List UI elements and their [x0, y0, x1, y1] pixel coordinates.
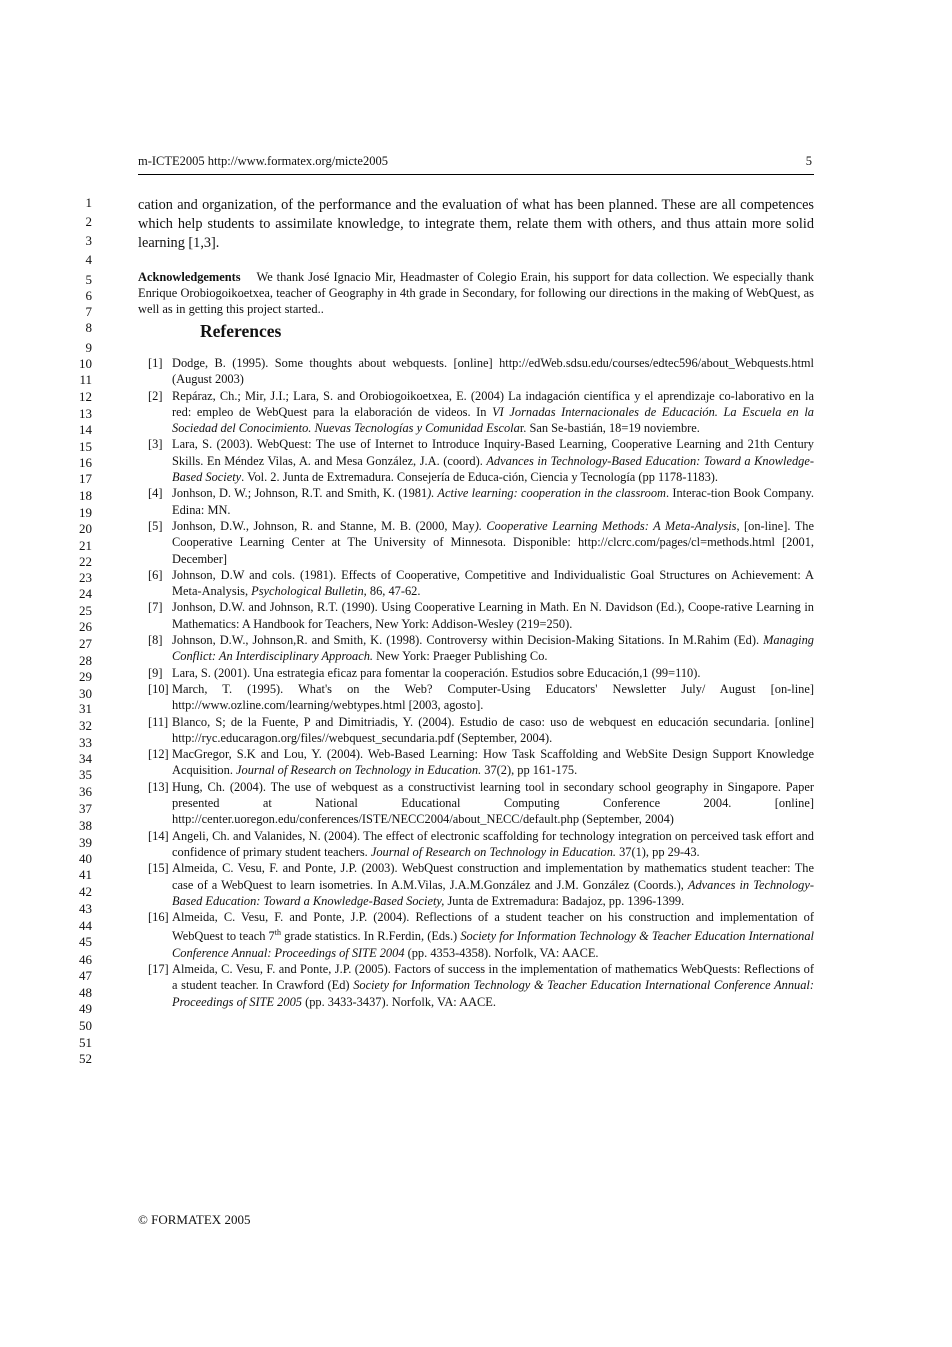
reference-number: [2] — [148, 388, 163, 403]
reference-number: [9] — [148, 665, 163, 680]
reference-number: [6] — [148, 567, 163, 582]
reference-text: . Vol. 2. Junta de Extremadura. Consejería de Educa-ción, Ciencia y Tecnología (pp 1178-1183). — [241, 470, 718, 485]
acknowledgements-heading: Acknowledgements — [138, 270, 241, 284]
reference-item — [148, 860, 814, 909]
line-number: 7 — [85, 304, 92, 319]
reference-text: New York: Praeger Publishing Co. — [372, 649, 548, 664]
line-number: 42 — [79, 884, 92, 899]
line-number: 29 — [79, 669, 92, 684]
reference-text: VI Jornadas Internacionales de Educación. La Escuela en la Sociedad del Conocimiento. Nuevas Tecnologías y Comunidad Escola — [172, 404, 814, 436]
line-number: 28 — [79, 653, 92, 668]
line-number: 44 — [79, 918, 92, 933]
line-number: 35 — [79, 767, 92, 782]
line-number: 38 — [79, 818, 92, 833]
reference-number: [17] — [148, 962, 169, 977]
reference-text: r. San Se-bastián, 18=19 noviembre. — [519, 421, 700, 436]
line-number: 40 — [79, 851, 92, 866]
line-number: 33 — [79, 735, 92, 750]
line-number: 32 — [79, 718, 92, 733]
reference-text: March, T. (1995). What's on the Web? Computer-Using Educators' Newsletter July/ August [on-line] http://www.ozline.com/learning/webtypes.html [2003, agosto]. — [172, 681, 814, 713]
reference-text: Almeida, C. Vesu, F. and Ponte, J.P. (2005). Factors of success in the implementation of mathematics WebQuests: Reflections of a student teacher. In Crawford (Ed) — [172, 962, 814, 993]
reference-number: [13] — [148, 779, 169, 794]
reference-text: Jonhson, D.W., Johnson, R. and Stanne, M. B. (2000, May — [172, 518, 475, 533]
reference-number: [4] — [148, 486, 163, 501]
reference-item — [148, 355, 814, 388]
line-number: 52 — [79, 1051, 92, 1066]
reference-item — [148, 599, 814, 632]
line-number: 41 — [79, 867, 92, 882]
reference-text: Advances in Technology-Based Education: Toward a Knowledge-Based Society, — [172, 877, 814, 908]
header-url: m-ICTE2005 http://www.formatex.org/micte2005 — [138, 154, 388, 168]
reference-text: Lara, S. (2001). Una estrategia eficaz para fomentar la cooperación. Estudios sobre Educación,1 (99=110). — [172, 665, 701, 680]
line-number: 18 — [79, 488, 92, 503]
line-number: 51 — [79, 1035, 92, 1050]
line-number: 9 — [85, 340, 92, 355]
reference-item — [148, 714, 814, 747]
reference-number: [15] — [148, 861, 169, 876]
line-number: 49 — [79, 1001, 92, 1016]
line-number: 21 — [79, 538, 92, 553]
line-number: 15 — [79, 439, 92, 454]
reference-text: ). Active learning: cooperation in the classroom — [427, 486, 666, 501]
line-number: 23 — [79, 570, 92, 585]
reference-number: [12] — [148, 747, 169, 762]
reference-text: Repáraz, Ch.; Mir, J.I.; Lara, S. and Orobiogoikoetxea, E. (2004) La indagación científica y el aprendizaje co-laborativo en la red: empleo de WebQuest para la elaboración de videos. In — [172, 388, 814, 419]
reference-text: 37(2), pp 161-175. — [481, 763, 578, 778]
reference-number: [7] — [148, 600, 163, 615]
page-number: 5 — [805, 154, 812, 168]
reference-text: Blanco, S; de la Fuente, P and Dimitriadis, Y. (2004). Estudio de caso: uso de webquest en educación secundaria. [online] http://ryc.educaragon.org/files//webquest_secundaria.pdf (September, 2004). — [172, 714, 814, 745]
reference-text: . Interac-tion Book Company. Edina: MN. — [172, 486, 814, 517]
reference-text: Advances in Technology-Based Education: Toward a Knowledge-Based Society — [172, 453, 814, 485]
reference-item — [148, 746, 814, 779]
reference-number: [8] — [148, 633, 163, 648]
reference-text: grade statistics. In R.Ferdin, (Eds.) — [281, 929, 461, 944]
reference-text: Psychological Bulletin, — [251, 584, 367, 599]
line-number: 39 — [79, 835, 92, 850]
reference-item — [148, 436, 814, 485]
reference-text: Angeli, Ch. and Valanides, N. (2004). The effect of electronic scaffolding for technology integration on perceived task effort and confidence of primary student teachers. — [172, 828, 814, 859]
reference-number: [3] — [148, 437, 163, 452]
line-number: 26 — [79, 619, 92, 634]
reference-number: [14] — [148, 828, 169, 843]
acknowledgements-text: We thank José Ignacio Mir, Headmaster of Colegio Erain, his support for data collection. We especially thank Enrique Orobiogoikoetxea, teacher of Geography in 4th grade in Secondary, for following our directions in the making of WebQuest, as well as in getting this project started.. — [138, 270, 815, 316]
line-number: 5 — [85, 272, 92, 287]
line-number: 47 — [79, 968, 92, 983]
reference-item — [148, 828, 814, 861]
acknowledgements — [138, 269, 814, 317]
reference-number: [5] — [148, 518, 163, 533]
reference-item — [148, 485, 814, 518]
line-number: 8 — [85, 320, 92, 335]
line-number: 4 — [85, 252, 92, 267]
line-number: 20 — [79, 521, 92, 536]
reference-text: Jonhson, D.W. and Johnson, R.T. (1990). Using Cooperative Learning in Math. En N. Davidson (Ed.), Coope-rative Learning in Mathematics: A Handbook for Teachers, New York: Addison-Wesley (219=250). — [172, 600, 814, 631]
reference-text: 37(1), pp 29-43. — [616, 844, 700, 859]
line-number: 13 — [79, 406, 92, 421]
reference-number: [16] — [148, 910, 169, 925]
reference-text: Hung, Ch. (2004). The use of webquest as a constructivist learning tool in secondary school geography in Singapore. Paper presented at National Educational Computing Conference 2004. [online] http://center.uoregon.edu/conferences/ISTE/NECC2004/about_NECC/default.php (September, 2004) — [172, 779, 814, 827]
running-header — [138, 154, 814, 175]
reference-text: Society for Information Technology & Teacher Education International Conference Annual: Proceedings of SITE 2005 — [172, 978, 814, 1009]
line-number: 37 — [79, 801, 92, 816]
line-number: 34 — [79, 751, 92, 766]
reference-text: (pp. 3433-3437). Norfolk, VA: AACE. — [301, 994, 496, 1009]
reference-text: Journal of Research on Technology in Education. — [236, 763, 482, 778]
reference-text: (pp. 4353-4358). Norfolk, VA: AACE. — [404, 945, 599, 960]
line-number: 14 — [79, 422, 92, 437]
line-number: 11 — [79, 372, 92, 387]
reference-text: Johnson, D.W., Johnson,R. and Smith, K. (1998). Controversy within Decision-Making Sitations. In M.Rahim (Ed). — [172, 633, 764, 648]
line-number: 16 — [79, 455, 92, 470]
footer-copyright: © FORMATEX 2005 — [138, 1212, 251, 1227]
reference-text: Jonhson, D. W.; Johnson, R.T. and Smith, K. (1981 — [172, 486, 428, 501]
line-number: 19 — [79, 505, 92, 520]
line-number: 46 — [79, 952, 92, 967]
line-number: 2 — [85, 214, 92, 229]
reference-text: Dodge, B. (1995). Some thoughts about webquests. [online] http://edWeb.sdsu.edu/courses/edtec596/about_Webquests.html (August 2003) — [172, 356, 814, 387]
line-number: 43 — [79, 901, 92, 916]
line-number: 12 — [79, 389, 92, 404]
reference-item — [148, 909, 814, 961]
reference-number: [1] — [148, 356, 163, 370]
reference-item — [148, 665, 814, 681]
reference-text: Lara, S. (2003). WebQuest: The use of Internet to Introduce Inquiry-Based Learning, Cooperative Learning and 21th Century Skills. En Méndez Vilas, A. and Mesa González, J.A. (coord). — [172, 437, 814, 468]
line-number: 10 — [79, 356, 92, 371]
reference-item — [148, 779, 814, 828]
reference-text: Junta de Extremadura: Badajoz, pp. 1396-1399. — [444, 893, 685, 908]
line-number: 17 — [79, 471, 92, 486]
reference-list — [148, 355, 814, 1010]
reference-item — [148, 567, 814, 600]
references-title: References — [200, 321, 282, 341]
line-number: 27 — [79, 636, 92, 651]
line-number: 6 — [85, 288, 92, 303]
reference-text: th — [274, 928, 281, 938]
reference-text: ). Cooperative Learning Methods: A Meta-Analysis — [474, 518, 737, 533]
reference-text: Almeida, C. Vesu, F. and Ponte, J.P. (2003). WebQuest construction and implementation by mathematics student teacher: The case of a WebQuest to learn isometries. In A.M.Vilas, J.A.M.González and J.M. González (Coords.), — [172, 861, 814, 892]
line-number: 25 — [79, 603, 92, 618]
body-paragraph: cation and organization, of the performance and the evaluation of what has been planned. These are all competences which help students to assimilate knowledge, to integrate them, relate them with others, and thus attain more solid learning [1,3]. — [138, 197, 814, 251]
reference-text: MacGregor, S.K and Lou, Y. (2004). Web-Based Learning: How Task Scaffolding and WebSite Design Support Knowledge Acquisition. — [172, 747, 814, 778]
reference-text: Johnson, D.W and cols. (1981). Effects of Cooperative, Competitive and Individualistic Goal Structures on Achievement: A Meta-Analysis, — [172, 567, 814, 599]
line-number: 45 — [79, 934, 92, 949]
reference-item — [148, 388, 814, 437]
reference-number: [10] — [148, 681, 169, 696]
reference-text: Society for Information Technology & Teacher Education International Conference Annual: Proceedings of SITE 2004 — [172, 929, 814, 960]
reference-number: [11] — [148, 714, 169, 729]
line-number: 22 — [79, 554, 92, 569]
line-number: 30 — [79, 686, 92, 701]
reference-text: Journal of Research on Technology in Education. — [370, 844, 616, 859]
line-number: 3 — [85, 233, 92, 248]
reference-text: 86, 47-62. — [366, 584, 421, 599]
reference-item — [148, 681, 814, 714]
reference-text: , [on-line]. The Cooperative Learning Center at The University of Minnesota. Disponible: http://clcrc.com/pages/cl=methods.html [2001, December] — [172, 518, 814, 566]
reference-item — [148, 632, 814, 665]
line-number: 36 — [79, 784, 92, 799]
line-number: 31 — [79, 701, 92, 716]
reference-text: Almeida, C. Vesu, F. and Ponte, J.P. (2004). Reflections of a student teacher on his construction and implementation of WebQuest to teach 7 — [172, 910, 814, 944]
line-number: 24 — [79, 586, 92, 601]
line-number: 48 — [79, 985, 92, 1000]
reference-item — [148, 961, 814, 1010]
reference-item — [148, 518, 814, 567]
line-number: 50 — [79, 1018, 92, 1033]
reference-text: Managing Conflict: An Interdisciplinary Approach. — [172, 633, 814, 664]
line-number: 1 — [85, 195, 92, 210]
